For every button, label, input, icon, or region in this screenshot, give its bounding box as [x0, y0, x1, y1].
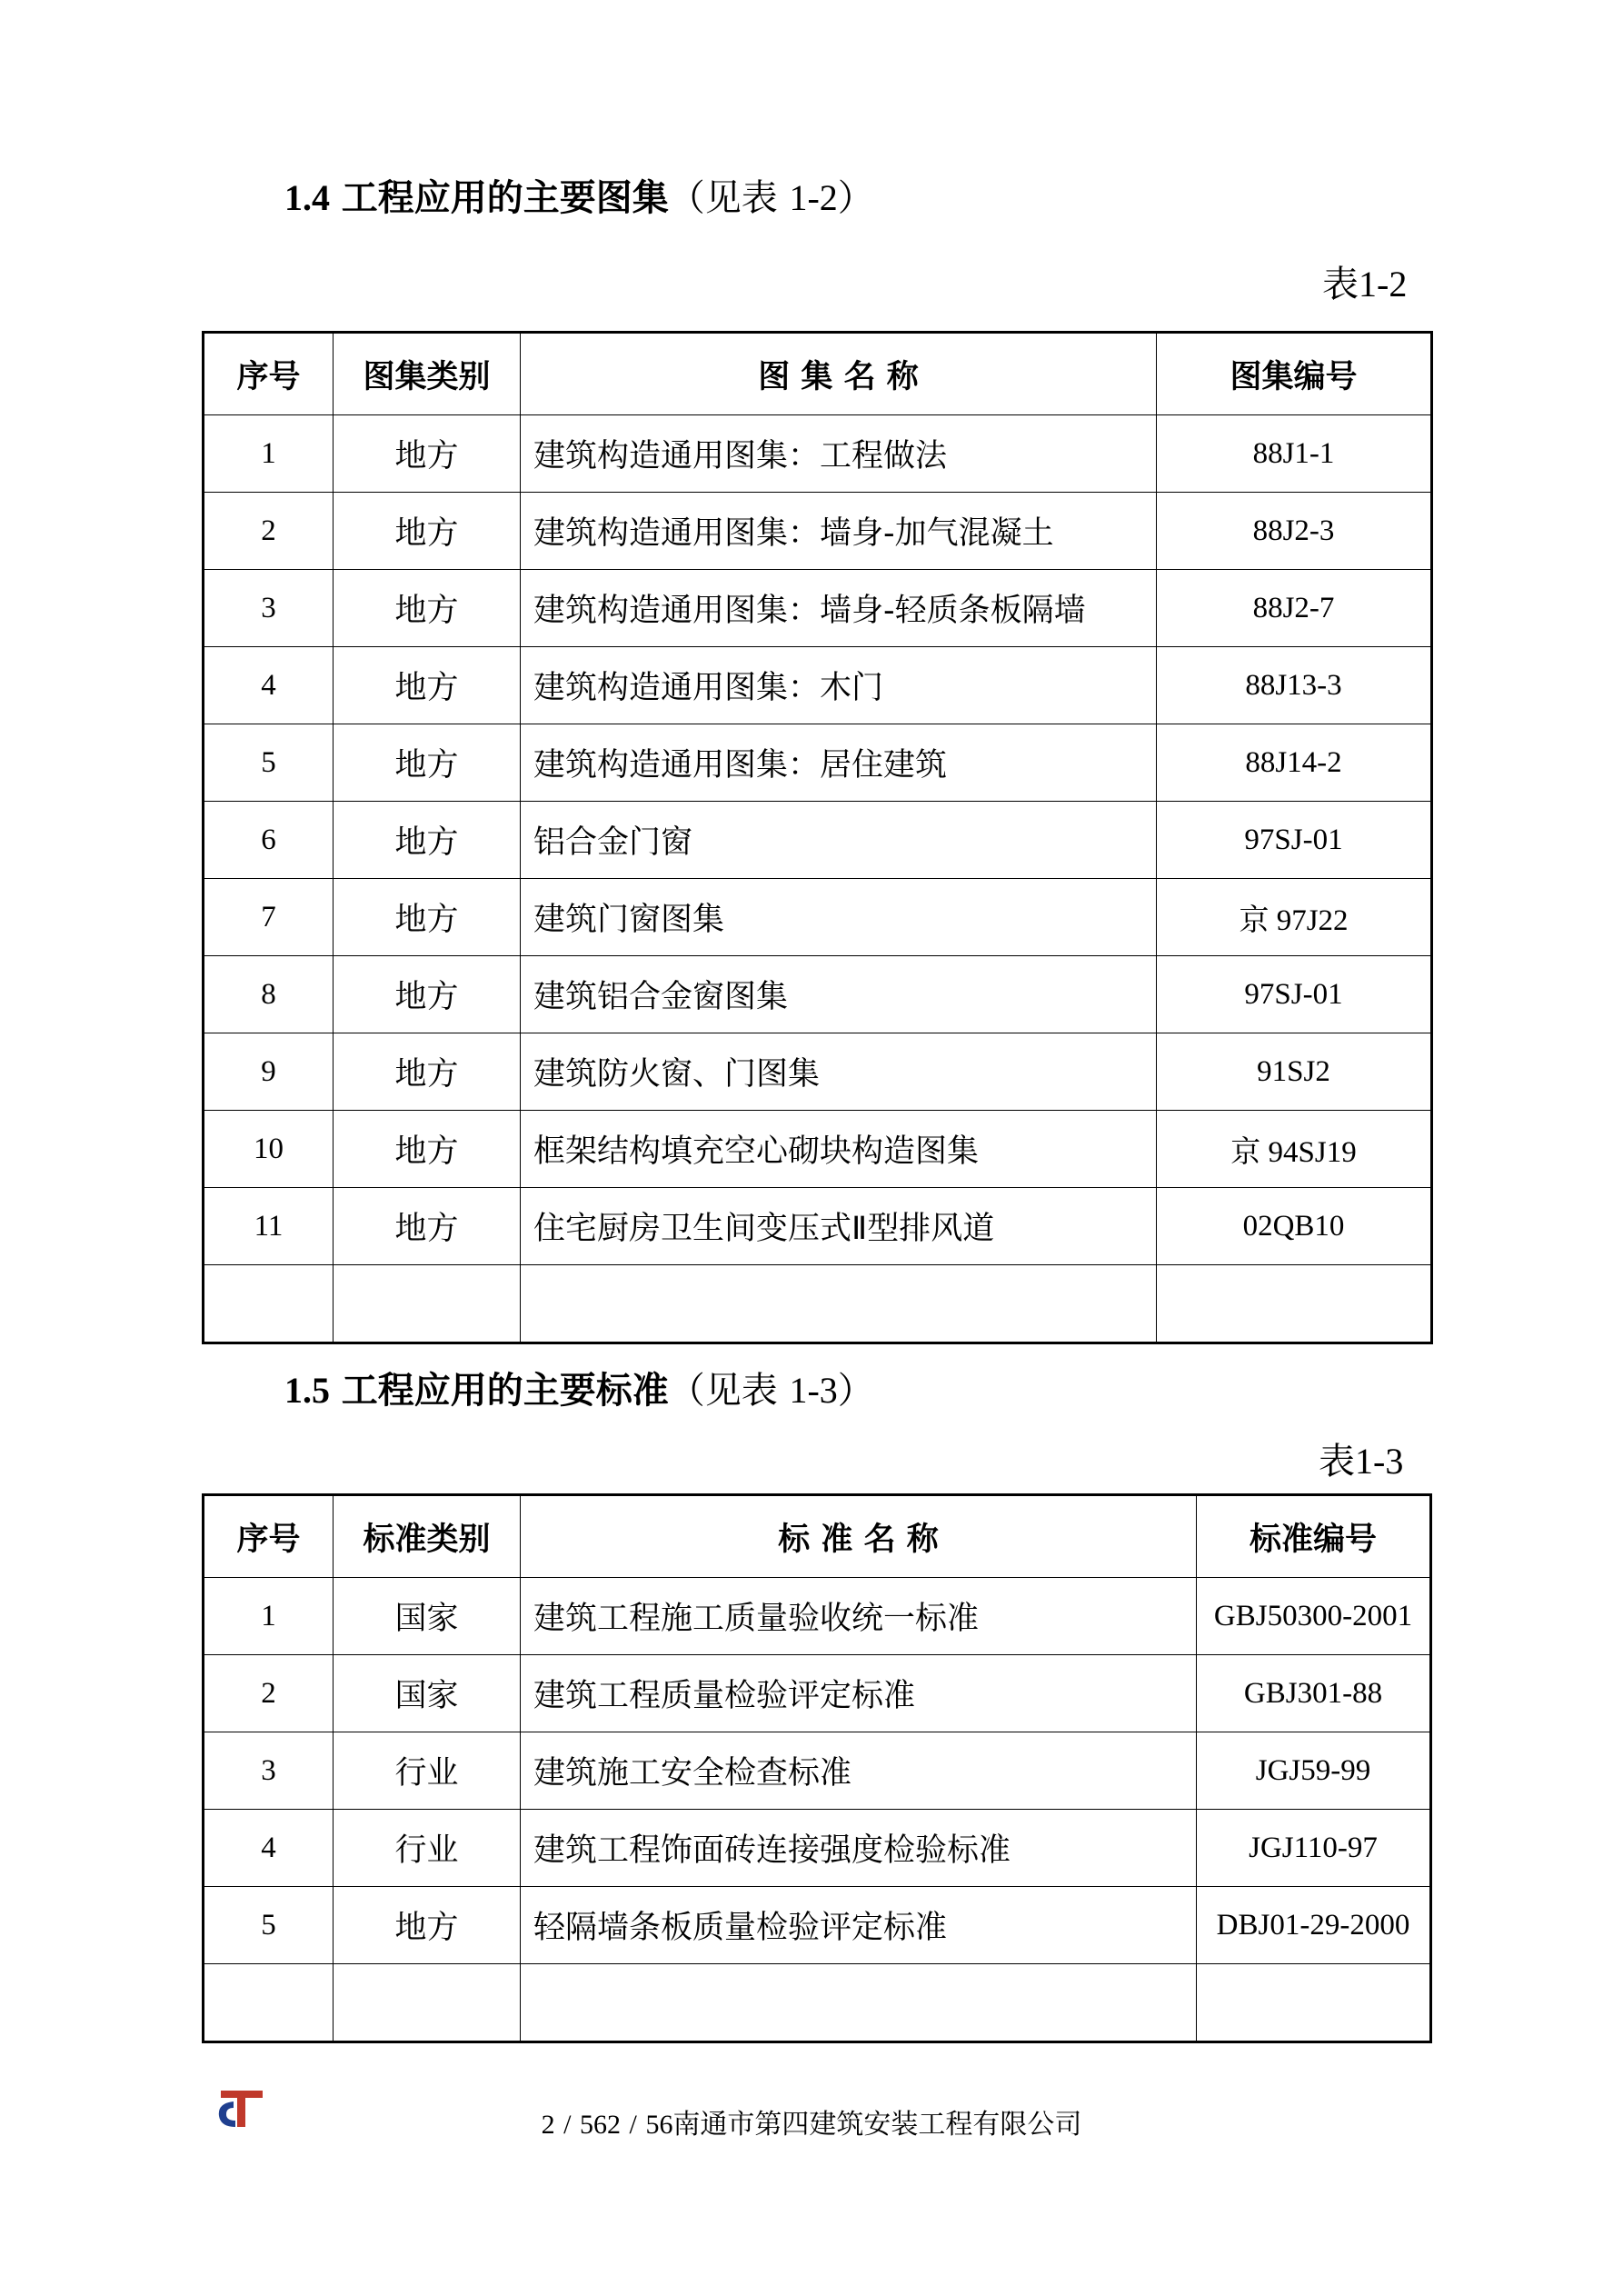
- row-code: GBJ301-88: [1197, 1655, 1431, 1732]
- row-code: JGJ59-99: [1197, 1732, 1431, 1810]
- row-code: DBJ01-29-2000: [1197, 1887, 1431, 1964]
- row-category: 地方: [334, 1188, 521, 1265]
- table-header-row: [204, 333, 1432, 415]
- row-index: 7: [204, 879, 334, 956]
- row-category: 地方: [334, 1887, 521, 1964]
- row-code: JGJ110-97: [1197, 1810, 1431, 1887]
- row-code: 02QB10: [1157, 1188, 1432, 1265]
- section-number: 1.5: [284, 1370, 330, 1411]
- header-name: 标 准 名 称: [521, 1495, 1197, 1578]
- page-separator: /: [563, 2110, 572, 2140]
- section-title: 工程应用的主要标准: [341, 1370, 669, 1412]
- table-row: [204, 1810, 1431, 1887]
- row-code: [1197, 1964, 1431, 2042]
- standards-table: [202, 1493, 1432, 2043]
- row-index: 11: [204, 1188, 334, 1265]
- row-code: 97SJ-01: [1157, 802, 1432, 879]
- row-index: 4: [204, 1810, 334, 1887]
- section-heading-1-4: [284, 171, 874, 225]
- row-category: [334, 1964, 521, 2042]
- row-index: 9: [204, 1033, 334, 1111]
- row-code: 88J2-3: [1157, 493, 1432, 570]
- row-name: 建筑构造通用图集：居住建筑: [521, 724, 1157, 802]
- row-code: 88J2-7: [1157, 570, 1432, 647]
- header-index: 序号: [204, 1495, 334, 1578]
- page-footer: [0, 2107, 1623, 2143]
- table-header-row: [204, 1495, 1431, 1578]
- row-name: 建筑门窗图集: [521, 879, 1157, 956]
- row-code: 京 97J22: [1157, 879, 1432, 956]
- row-category: 地方: [334, 647, 521, 724]
- row-category: 地方: [334, 956, 521, 1033]
- section-title: 工程应用的主要图集: [341, 177, 669, 219]
- company-name: 南通市第四建筑安装工程有限公司: [672, 2109, 1082, 2141]
- paren-label: 见表: [704, 1370, 778, 1412]
- section-heading-1-5: [284, 1363, 874, 1418]
- row-name: 轻隔墙条板质量检验评定标准: [521, 1887, 1197, 1964]
- table-row: [204, 1887, 1431, 1964]
- row-index: 10: [204, 1111, 334, 1188]
- row-category: 地方: [334, 570, 521, 647]
- row-code: 97SJ-01: [1157, 956, 1432, 1033]
- row-name: 铝合金门窗: [521, 802, 1157, 879]
- table-row: [204, 493, 1432, 570]
- caption-number: 1-3: [1355, 1441, 1404, 1482]
- row-category: 地方: [334, 493, 521, 570]
- table-row: [204, 1033, 1432, 1111]
- row-index: 1: [204, 415, 334, 493]
- row-name: 建筑施工安全检查标准: [521, 1732, 1197, 1810]
- paren-ref: 1-2: [789, 177, 838, 218]
- row-index: 2: [204, 1655, 334, 1732]
- header-code: 标准编号: [1197, 1495, 1431, 1578]
- row-name: 建筑铝合金窗图集: [521, 956, 1157, 1033]
- table-row: [204, 802, 1432, 879]
- table-row-empty: [204, 1964, 1431, 2042]
- caption-number: 1-2: [1359, 264, 1408, 304]
- paren-open: （: [668, 1370, 705, 1412]
- row-code: 88J14-2: [1157, 724, 1432, 802]
- paren-open: （: [668, 177, 705, 219]
- row-code: 88J13-3: [1157, 647, 1432, 724]
- row-category: 地方: [334, 879, 521, 956]
- table-row: [204, 570, 1432, 647]
- table-row: [204, 415, 1432, 493]
- row-category: 地方: [334, 724, 521, 802]
- row-category: [334, 1265, 521, 1343]
- row-index: 1: [204, 1578, 334, 1655]
- row-index: 3: [204, 1732, 334, 1810]
- row-name: 建筑工程施工质量验收统一标准: [521, 1578, 1197, 1655]
- row-category: 国家: [334, 1655, 521, 1732]
- row-name: 建筑工程质量检验评定标准: [521, 1655, 1197, 1732]
- row-name: [521, 1265, 1157, 1343]
- table-caption-1-2: [1322, 262, 1407, 307]
- row-category: 地方: [334, 415, 521, 493]
- header-name: 图 集 名 称: [521, 333, 1157, 415]
- row-index: 4: [204, 647, 334, 724]
- page-separator: /: [629, 2110, 637, 2140]
- row-name: 建筑构造通用图集：工程做法: [521, 415, 1157, 493]
- row-category: 行业: [334, 1810, 521, 1887]
- table-row: [204, 647, 1432, 724]
- row-index: 2: [204, 493, 334, 570]
- atlas-table: [202, 331, 1433, 1344]
- row-index: [204, 1265, 334, 1343]
- paren-close: ）: [837, 177, 874, 219]
- row-code: [1157, 1265, 1432, 1343]
- page-total: 562: [580, 2110, 621, 2140]
- table-row: [204, 1188, 1432, 1265]
- paren-ref: 1-3: [789, 1370, 838, 1411]
- paren-label: 见表: [704, 177, 778, 219]
- row-name: 建筑工程饰面砖连接强度检验标准: [521, 1810, 1197, 1887]
- caption-label: 表: [1319, 1441, 1355, 1482]
- row-index: 6: [204, 802, 334, 879]
- row-index: 8: [204, 956, 334, 1033]
- row-name: 建筑构造通用图集：墙身-轻质条板隔墙: [521, 570, 1157, 647]
- row-category: 地方: [334, 1033, 521, 1111]
- row-name: 建筑构造通用图集：墙身-加气混凝土: [521, 493, 1157, 570]
- doc-number: 56: [645, 2110, 673, 2140]
- row-name: 建筑构造通用图集：木门: [521, 647, 1157, 724]
- paren-close: ）: [837, 1370, 874, 1412]
- table-caption-1-3: [1319, 1439, 1403, 1484]
- row-code: 88J1-1: [1157, 415, 1432, 493]
- row-code: 京 94SJ19: [1157, 1111, 1432, 1188]
- row-name: 框架结构填充空心砌块构造图集: [521, 1111, 1157, 1188]
- row-category: 国家: [334, 1578, 521, 1655]
- header-code: 图集编号: [1157, 333, 1432, 415]
- row-index: 5: [204, 724, 334, 802]
- row-category: 地方: [334, 1111, 521, 1188]
- table-row: [204, 1732, 1431, 1810]
- table-row: [204, 724, 1432, 802]
- row-name: 住宅厨房卫生间变压式Ⅱ型排风道: [521, 1188, 1157, 1265]
- header-category: 图集类别: [334, 333, 521, 415]
- table-row: [204, 879, 1432, 956]
- row-code: 91SJ2: [1157, 1033, 1432, 1111]
- table-row: [204, 1111, 1432, 1188]
- row-category: 地方: [334, 802, 521, 879]
- page-number: 2: [541, 2110, 555, 2140]
- row-index: [204, 1964, 334, 2042]
- table-row: [204, 1655, 1431, 1732]
- row-name: [521, 1964, 1197, 2042]
- table-row-empty: [204, 1265, 1432, 1343]
- table-row: [204, 1578, 1431, 1655]
- row-code: GBJ50300-2001: [1197, 1578, 1431, 1655]
- row-category: 行业: [334, 1732, 521, 1810]
- caption-label: 表: [1322, 264, 1359, 305]
- table-row: [204, 956, 1432, 1033]
- row-name: 建筑防火窗、门图集: [521, 1033, 1157, 1111]
- row-index: 3: [204, 570, 334, 647]
- section-number: 1.4: [284, 177, 330, 218]
- row-index: 5: [204, 1887, 334, 1964]
- header-index: 序号: [204, 333, 334, 415]
- header-category: 标准类别: [334, 1495, 521, 1578]
